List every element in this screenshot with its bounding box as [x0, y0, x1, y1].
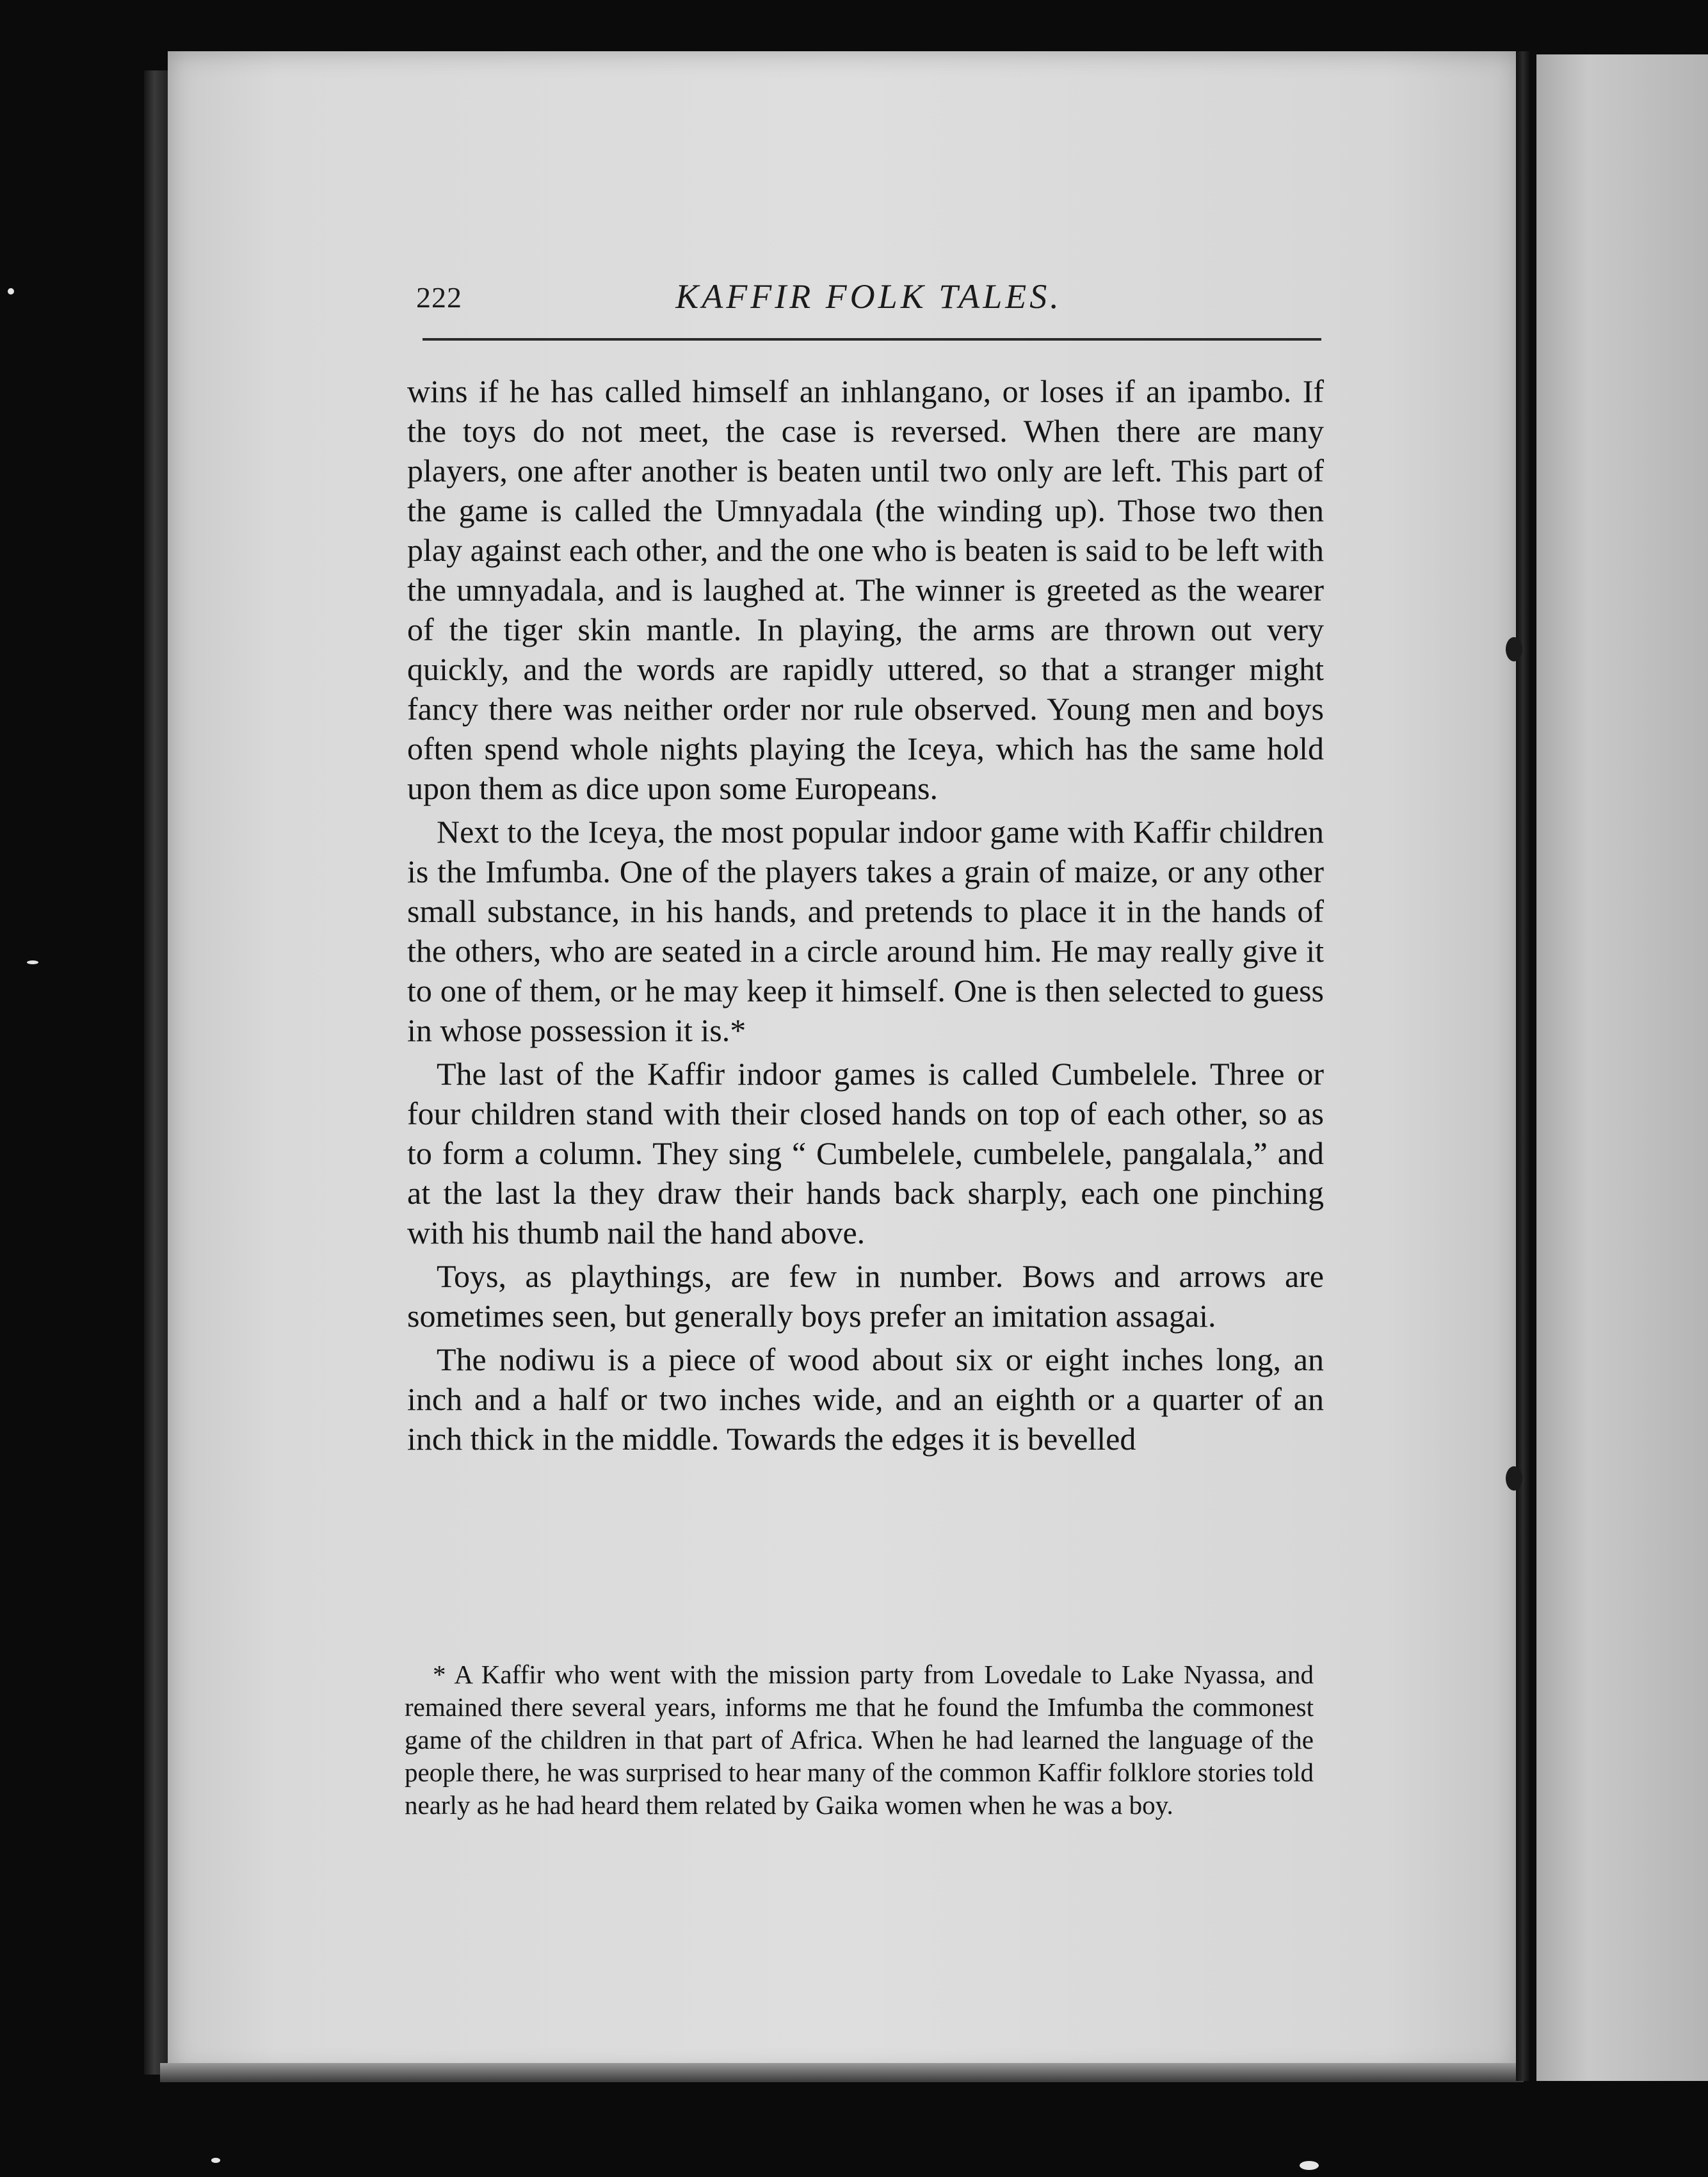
page-number: 222: [416, 281, 462, 314]
page-bottom-edge: [160, 2063, 1524, 2082]
paragraph: Toys, as playthings, are few in number. Bows and arrows are sometimes seen, but generally boys prefer an imitation assagai.: [407, 1258, 1324, 1334]
body-text: [407, 371, 1324, 1462]
binding-hole: [1506, 637, 1522, 661]
page-header: [416, 277, 1321, 325]
running-title: KAFFIR FOLK TALES.: [675, 277, 1062, 316]
header-rule: [423, 338, 1321, 341]
paragraph: wins if he has called himself an inhlangano, or loses if an ipambo. If the toys do not meet, the case is reversed. When there are many players, one after another is beaten until two only are left. This part of the game is called the Umnyadala (the winding up). Those two then play against each other, and the one who is beaten is said to be left with the umnyadala, and is laughed at. The winner is greeted as the wearer of the tiger skin mantle. In playing, the arms are thrown out very quickly, and the words are rapidly uttered, so that a stranger might fancy there was neither order nor rule observed. Young men and boys often spend whole nights playing the Iceya, which has the same hold upon them as dice upon some Europeans.: [407, 373, 1324, 806]
scan-speck: [27, 960, 38, 964]
scan-speck: [1300, 2161, 1319, 2170]
footnote: * A Kaffir who went with the mission party from Lovedale to Lake Nyassa, and remained there several years, informs me that he found the Imfumba the commonest game of the children in that part of Africa. When he had learned the language of the people there, he was surprised to hear many of the common Kaffir folklore stories told nearly as he had heard them related by Gaika women when he was a boy.: [405, 1660, 1314, 1820]
paragraph: The nodiwu is a piece of wood about six or eight inches long, an inch and a half or two inches wide, and an eighth or a quarter of an inch thick in the middle. Towards the edges it is bevelled: [407, 1341, 1324, 1457]
book-gutter: [1516, 51, 1530, 2081]
scan-speck: [8, 288, 14, 295]
paragraph: The last of the Kaffir indoor games is called Cumbelele. Three or four children stand with their closed hands on top of each other, so as to form a column. They sing “ Cumbelele, cumbelele, pangalala,” and at the last la they draw their hands back sharply, each one pinching with his thumb nail the hand above.: [407, 1056, 1324, 1250]
adjacent-page-edge: [1536, 54, 1708, 2081]
binding-hole: [1506, 1466, 1522, 1491]
scan-speck: [211, 2158, 220, 2163]
paragraph: Next to the Iceya, the most popular indoor game with Kaffir children is the Imfumba. One of the players takes a grain of maize, or any other small substance, in his hands, and pretends to place it in the hands of the others, who are seated in a circle around him. He may really give it to one of them, or he may keep it himself. One is then selected to guess in whose possession it is.*: [407, 814, 1324, 1048]
book-binding-edge: [144, 70, 170, 2075]
